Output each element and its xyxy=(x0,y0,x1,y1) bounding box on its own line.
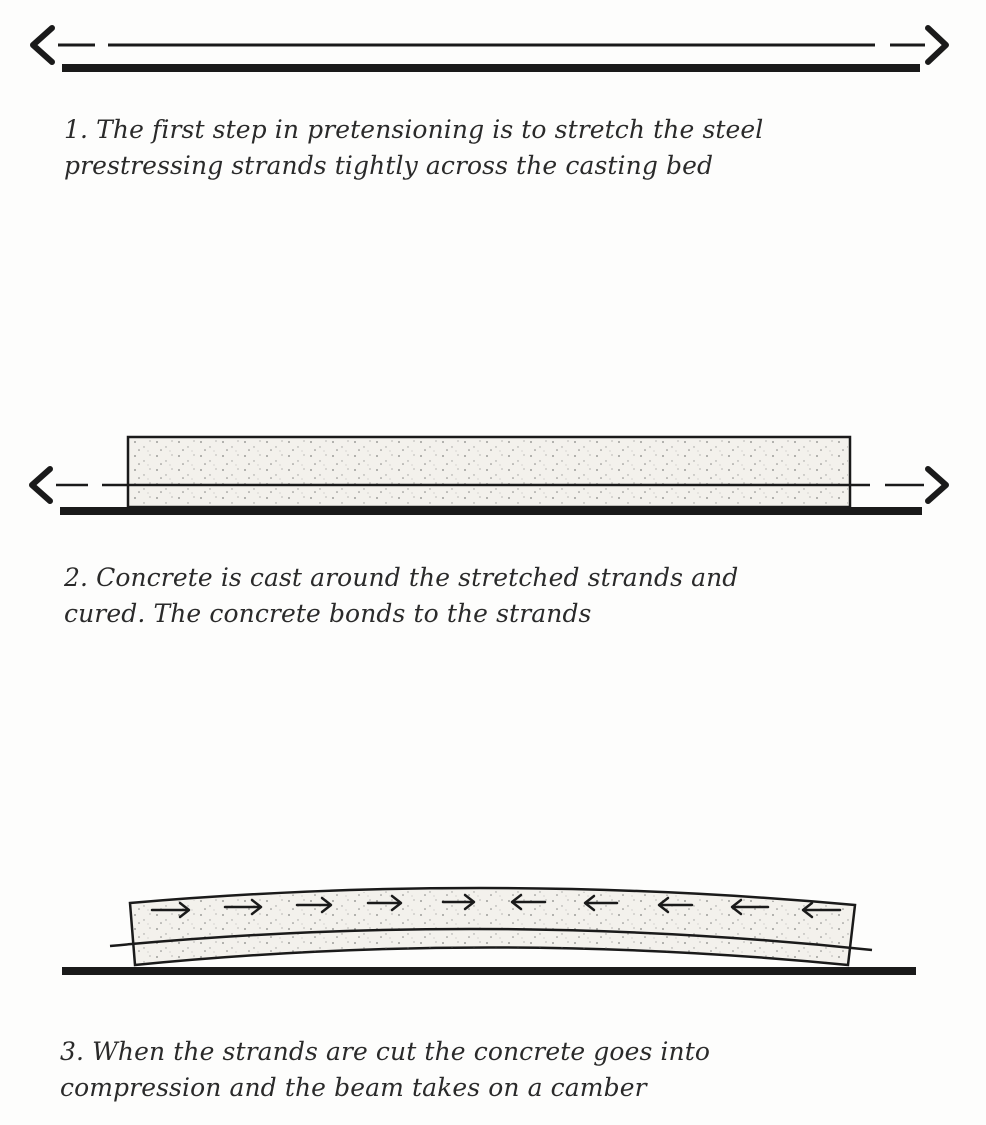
step3-casting-bed xyxy=(62,967,916,975)
step3-caption-line2: compression and the beam takes on a camber xyxy=(60,1073,647,1102)
step3-diagram xyxy=(0,870,986,985)
step1-caption-line1: 1. The first step in pretensioning is to stretch the steel xyxy=(64,115,764,144)
step1-casting-bed xyxy=(62,64,920,72)
step3-caption-line1: 3. When the strands are cut the concrete goes into xyxy=(60,1037,711,1066)
step3-svg xyxy=(0,870,986,985)
step3-concrete-texture xyxy=(132,890,852,963)
step1-right-arrow-icon xyxy=(928,28,946,62)
step1-diagram xyxy=(0,20,986,90)
step1-left-arrow-icon xyxy=(33,28,52,62)
step2-casting-bed xyxy=(60,507,922,515)
step2-diagram xyxy=(0,425,986,525)
step2-concrete-texture xyxy=(130,439,848,505)
step1-caption xyxy=(64,112,763,184)
step2-caption-line1: 2. Concrete is cast around the stretched strands and xyxy=(64,563,739,592)
step2-left-arrow-icon xyxy=(32,469,50,501)
step1-caption-line2: prestressing strands tightly across the casting bed xyxy=(64,151,714,180)
step3-caption xyxy=(60,1034,710,1106)
step2-svg xyxy=(0,425,986,525)
step1-svg xyxy=(0,20,986,90)
step2-caption-line2: cured. The concrete bonds to the strands xyxy=(64,599,592,628)
step2-caption xyxy=(64,560,738,632)
step2-right-arrow-icon xyxy=(928,469,946,501)
